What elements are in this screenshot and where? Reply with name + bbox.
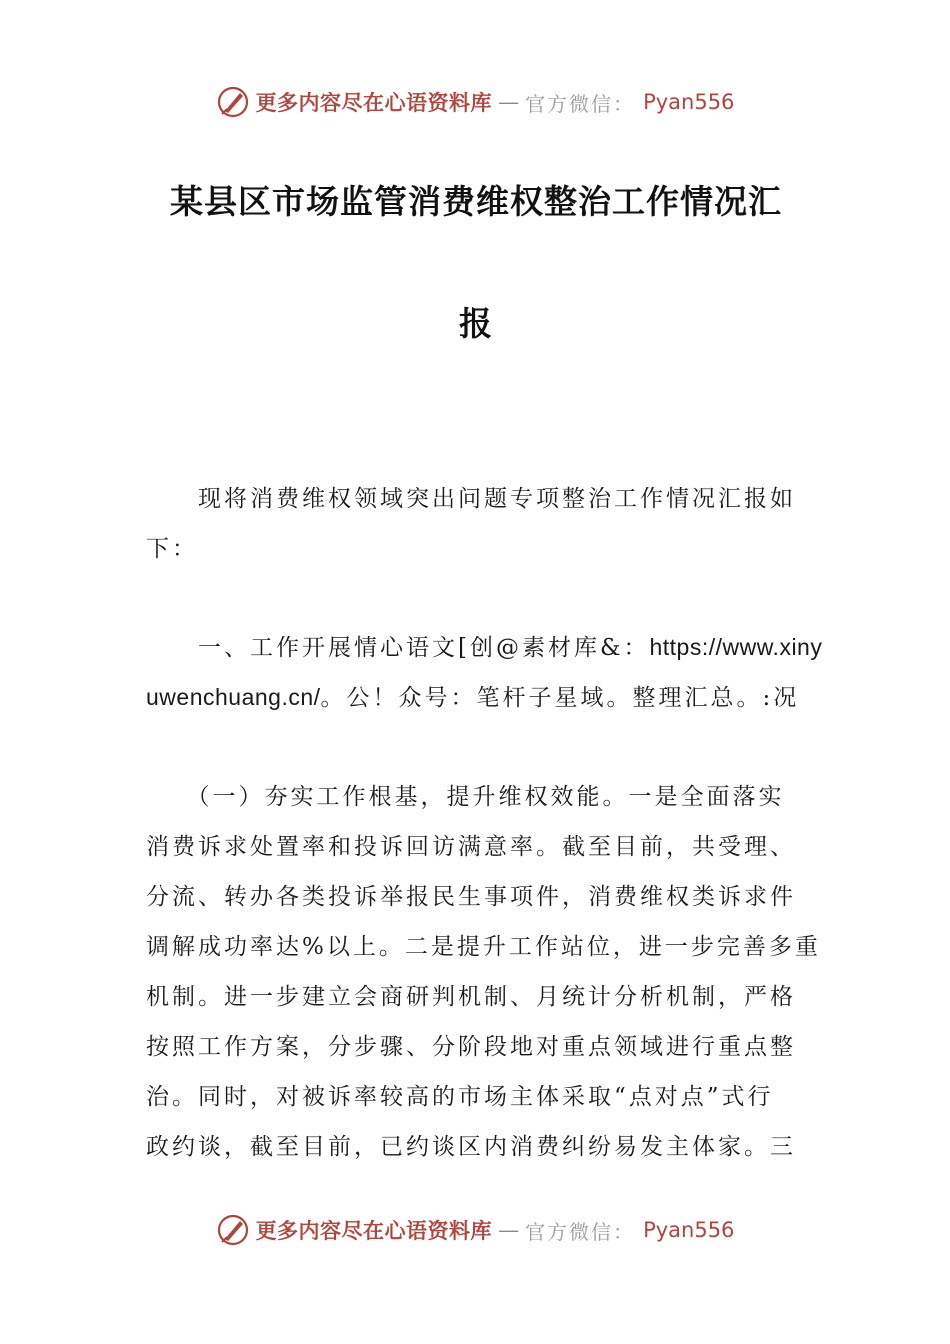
- header-banner: [0, 80, 950, 124]
- footer-banner: [0, 1208, 950, 1252]
- document-title-line2: 报: [459, 304, 493, 343]
- section1-url-part-1: https://www.xiny: [649, 634, 823, 660]
- sub1-line-7: 治。同时，对被诉率较高的市场主体采取“点对点”式行: [146, 1084, 774, 1110]
- banner-dash: —: [498, 1218, 520, 1242]
- banner-dash: —: [498, 90, 520, 114]
- banner-wechat-id: Pyan556: [643, 90, 735, 114]
- section1-heading-line-1: [146, 622, 823, 673]
- banner-wechat-label: 官方微信：: [525, 1219, 636, 1244]
- quill-logo-icon: [216, 1213, 250, 1247]
- sub1-line-4: 调解成功率达%以上。二是提升工作站位，进一步完善多重: [146, 934, 821, 960]
- quill-logo-icon: [216, 85, 250, 119]
- section1-url-part-2: uwenchuang.cn/: [146, 684, 321, 710]
- intro-line-2: 下：: [146, 536, 198, 562]
- sub1-line-3: 分流、转办各类投诉举报民生事项件，消费维权类诉求件: [146, 884, 796, 910]
- section1-heading-part-a: 一、工作开展情心语文[创@素材库&：: [146, 635, 650, 661]
- banner-wechat-id: Pyan556: [643, 1218, 735, 1242]
- section1-heading-part-d: 。公！众号：笔杆子星域。整理汇总。:况: [320, 685, 800, 711]
- intro-line-1: 现将消费维权领域突出问题专项整治工作情况汇报如: [146, 486, 796, 512]
- banner-library-text: 更多内容尽在心语资料库: [255, 90, 493, 115]
- banner-library-text: 更多内容尽在心语资料库: [255, 1218, 493, 1243]
- document-title-line1: 某县区市场监管消费维权整治工作情况汇: [170, 182, 782, 221]
- sub1-line-8: 政约谈，截至目前，已约谈区内消费纠纷易发主体家。三: [146, 1134, 796, 1160]
- sub1-line-5: 机制。进一步建立会商研判机制、月统计分析机制，严格: [146, 984, 796, 1010]
- section1-heading-line-2: [146, 672, 806, 723]
- sub1-line-1: （一）夯实工作根基，提升维权效能。一是全面落实: [146, 784, 785, 810]
- sub1-line-6: 按照工作方案，分步骤、分阶段地对重点领域进行重点整: [146, 1034, 796, 1060]
- banner-wechat-label: 官方微信：: [525, 91, 636, 116]
- sub1-line-2: 消费诉求处置率和投诉回访满意率。截至目前，共受理、: [146, 834, 796, 860]
